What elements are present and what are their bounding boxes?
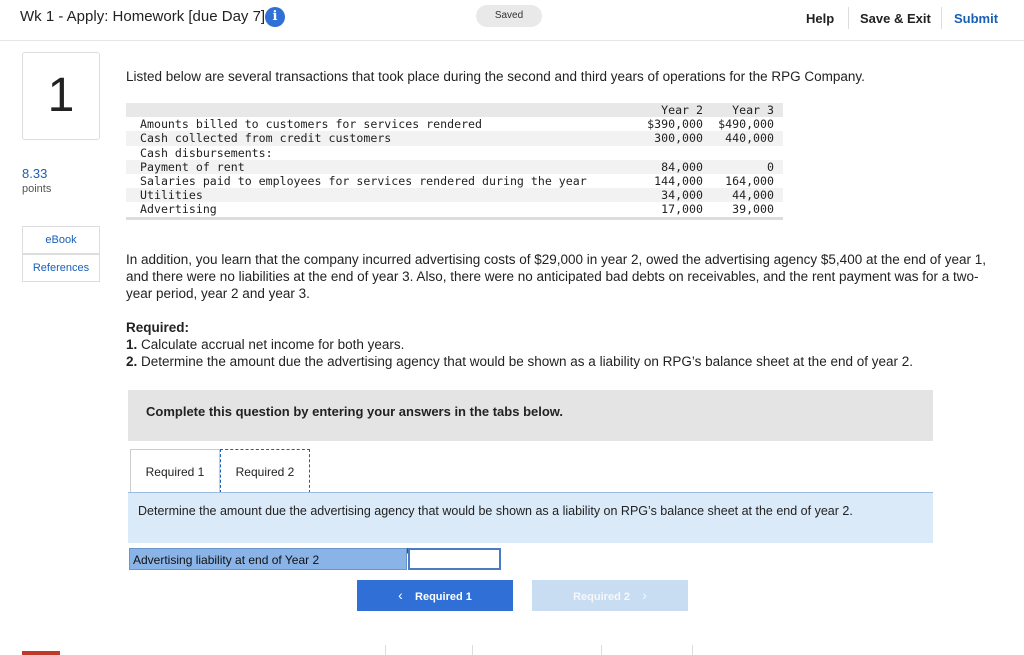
divider [941,7,942,29]
advertising-liability-input[interactable] [408,548,501,570]
row-year3-value [712,146,783,160]
requirement-1 [126,336,996,353]
instruction-text: Determine the amount due the advertising agency that would be shown as a liability on RPG’s balance sheet at the end of year 2. [138,504,853,518]
prev-button-label: Required 1 [415,591,472,603]
row-label: Cash disbursements: [140,145,273,160]
saved-status-badge: Saved [476,5,542,27]
column-header-year3: Year 3 [712,103,783,117]
chevron-right-icon: › [642,587,647,603]
prev-required-1-button[interactable] [357,580,513,611]
info-icon[interactable]: i [265,7,285,27]
divider [848,7,849,29]
table-row [126,160,783,174]
table-row [126,188,783,202]
table-row [126,202,783,218]
row-year2-value: 17,000 [635,202,712,218]
row-label: Cash collected from credit customers [126,131,635,145]
table-row [126,117,783,131]
column-header-year2: Year 2 [635,103,712,117]
row-label: Utilities [126,188,635,202]
tab-required-1[interactable]: Required 1 [130,449,220,492]
required-section [126,319,996,370]
references-button[interactable]: References [22,254,100,282]
save-exit-button[interactable]: Save & Exit [860,11,931,26]
transactions-table [126,103,783,220]
question-intro: Listed below are several transactions that took place during the second and third years of operations for the RPG Company. [126,69,865,84]
row-year2-value: 144,000 [654,174,703,189]
additional-info: In addition, you learn that the company incurred advertising costs of $29,000 in year 2, owed the advertising agency $5,400 at the end of year 1, and there were no liabilities at the end of year 3. Also, there were no anticipated bad debts on receivables, and the rent payment was for a two-year period, year 2 and year 3. [126,252,987,301]
row-label: Payment of rent [126,160,635,174]
table-row [126,146,783,160]
required-heading: Required: [126,320,190,335]
row-year3-value: $490,000 [718,117,774,132]
footer-divider [601,645,602,655]
footer-divider [385,645,386,655]
requirement-1-text: Calculate accrual net income for both years. [141,337,405,352]
submit-button[interactable]: Submit [954,11,999,26]
footer-divider [472,645,473,655]
chevron-left-icon: ‹ [398,587,403,603]
row-label: Advertising [126,202,635,218]
points-label: points [22,183,52,195]
tab-required-2[interactable]: Required 2 [220,449,310,493]
requirement-2-text: Determine the amount due the advertising agency that would be shown as a liability on RPG’s balance sheet at the end of year 2. [141,354,914,369]
row-year3-value: 0 [712,160,783,174]
points-value: 8.33 [22,166,48,181]
ebook-button[interactable]: eBook [22,226,100,254]
instruction-panel [128,492,933,543]
row-year2-value: 34,000 [635,188,712,202]
row-year3-value: 440,000 [712,131,783,145]
table-header-row [126,103,783,117]
complete-question-banner [128,390,933,441]
top-bar [0,0,1024,41]
assignment-title: Wk 1 - Apply: Homework [due Day 7] [20,8,266,25]
brand-logo-fragment [22,651,60,655]
row-year3-value: 39,000 [712,202,783,218]
table-row [126,131,783,145]
requirement-2-number: 2. [126,354,138,369]
row-year2-value: $390,000 [647,117,703,132]
row-year3-value: 44,000 [712,188,783,202]
question-number: 1 [22,52,100,140]
table-row [126,174,783,188]
requirement-2 [126,353,996,370]
row-label: Amounts billed to customers for services rendered [140,117,483,132]
advertising-liability-label: Advertising liability at end of Year 2 [129,548,407,570]
next-button-label: Required 2 [573,591,630,603]
footer-divider [692,645,693,655]
next-required-2-button[interactable] [532,580,688,611]
row-year2-value [635,146,712,160]
complete-prompt: Complete this question by entering your answers in the tabs below. [146,404,564,419]
row-year2-value: 84,000 [635,160,712,174]
row-label: Salaries paid to employees for services rendered during the year [140,174,587,189]
row-year2-value: 300,000 [635,131,712,145]
row-year3-value: 164,000 [725,174,774,189]
requirement-1-number: 1. [126,337,138,352]
table-header-label [126,103,635,117]
help-button[interactable]: Help [806,11,835,26]
